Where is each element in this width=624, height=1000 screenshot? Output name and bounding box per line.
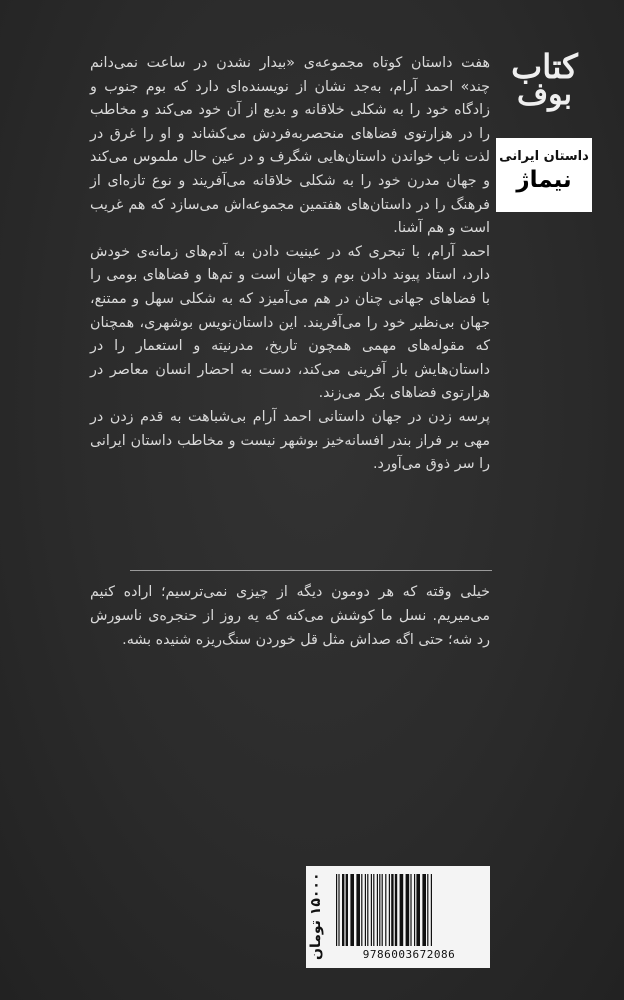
blurb-paragraph-2: احمد آرام، با تبحری که در عینیت دادن به آدم‌های زمانه‌ی خودش دارد، استاد پیوند دادن بوم و جهان است و تم‌ها و فضاهای بومی را با فضاهای جهانی چنان در هم می‌آمیزد که به شکلی سهل و ممتنع، جهان بی‌نظیر خود را می‌آفریند. این داستان‌نویس بوشهری، همچنان که مقوله‌های مهمی همچون تاریخ، مدرنیته و استعمار را در داستان‌هایش باز آفرینی می‌کند، دست به احضار انسان معاصر در هزارتوی فضاهای بکر می‌زند. bbox=[90, 243, 490, 402]
series-label: داستان ایرانی bbox=[499, 149, 589, 164]
price-label: ۱۵۰۰۰ تومان bbox=[308, 872, 324, 960]
isbn-number: 9786003672086 bbox=[362, 948, 456, 961]
blurb-paragraph-1: هفت داستان کوتاه مجموعه‌ی «بیدار نشدن در ساعت نمی‌دانم چند» احمد آرام، به‌جد نشان از نویسنده‌ای دارد که بوم جنوب و زادگاه خود را به شکلی خلاقانه و بدیع از آن خود می‌کند و مخاطب را در هزارتوی فضاهای منحصربه‌فردش می‌کشاند و او را غرق در لذت ناب خواندن داستان‌هایی شگرف و در عین حال ملموس می‌کند و جهان مدرن خود را به شکلی خلاقانه می‌آفریند و نوع تازه‌ای از فرهنگ را در داستان‌های هفتمین مجموعه‌اش می‌سازد که هم غریب است و هم آشنا. bbox=[90, 55, 490, 237]
barcode-sticker bbox=[306, 866, 490, 968]
publisher-logo-line1: کتاب bbox=[511, 47, 578, 86]
blurb-paragraph-3: پرسه زدن در جهان داستانی احمد آرام بی‌شباهت به قدم زدن در مهی بر فراز بندر افسانه‌خیز بوشهر نیست و مخاطب داستان ایرانی را سر ذوق می‌آورد. bbox=[90, 408, 490, 473]
series-badge bbox=[496, 138, 592, 212]
barcode-icon bbox=[334, 874, 484, 946]
series-brand-logo: نیماژ bbox=[516, 167, 572, 193]
publisher-logo bbox=[497, 47, 592, 112]
quote-text: خیلی وقته که هر دومون دیگه از چیزی نمی‌ترسیم؛ اراده کنیم می‌میریم. نسل ما کوشش می‌کنه که یه روز از حنجره‌ی ناسورش رد شه؛ حتی اگه صداش مثل قل خوردن سنگ‌ریزه شنیده بشه. bbox=[90, 584, 490, 648]
blurb bbox=[90, 52, 490, 477]
quote-excerpt bbox=[90, 580, 490, 652]
publisher-logo-line2: بوف bbox=[517, 77, 572, 112]
divider-line bbox=[130, 570, 492, 571]
